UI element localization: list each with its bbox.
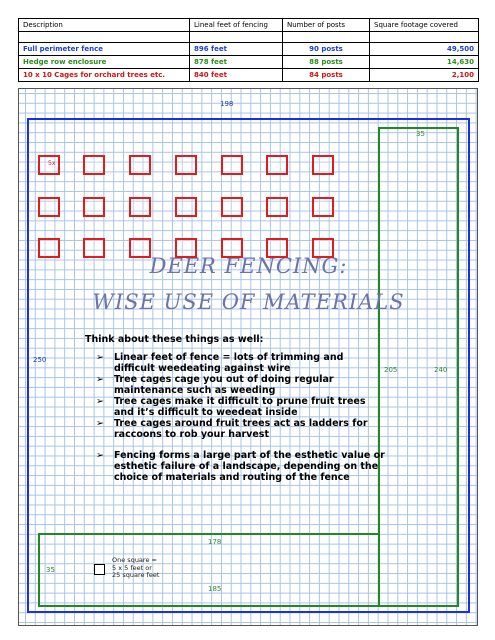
table-row (19, 69, 479, 82)
dimension-inner-bottom-top: 178 (208, 538, 222, 546)
header-lineal-feet: Lineal feet of fencing (190, 19, 283, 32)
row-posts: 88 posts (283, 56, 370, 69)
orchard-cage (83, 155, 105, 175)
orchard-cage (175, 197, 197, 217)
row-description: Hedge row enclosure (19, 56, 190, 69)
orchard-cage (175, 238, 197, 258)
orchard-cage (38, 197, 60, 217)
orchard-cage (221, 238, 243, 258)
orchard-cage (129, 238, 151, 258)
dimension-bottom-left: 35 (46, 566, 55, 574)
subtitle: Think about these things as well: (85, 334, 264, 345)
title-line-2: WISE USE OF MATERIALS (92, 290, 405, 314)
orchard-cage (312, 238, 334, 258)
header-posts: Number of posts (283, 19, 370, 32)
list-item-text: Tree cages make it difficult to prune fruit trees and it’s difficult to weedeat inside (114, 396, 366, 418)
orchard-cage (312, 155, 334, 175)
orchard-cage (221, 155, 243, 175)
row-description: Full perimeter fence (19, 43, 190, 56)
list-item-text: Tree cages cage you out of doing regular maintenance such as weeding (114, 374, 334, 396)
header-description: Description (19, 19, 190, 32)
row-lineal-feet: 896 feet (190, 43, 283, 56)
list-item (96, 396, 386, 418)
list-item (96, 352, 386, 374)
orchard-cage (221, 197, 243, 217)
row-description: 10 x 10 Cages for orchard trees etc. (19, 69, 190, 82)
arrow-bullet-icon: ➢ (96, 450, 104, 461)
row-posts: 84 posts (283, 69, 370, 82)
orchard-cage (129, 155, 151, 175)
header-square-footage: Square footage covered (370, 19, 479, 32)
row-lineal-feet: 878 feet (190, 56, 283, 69)
orchard-cage (266, 155, 288, 175)
orchard-cage (129, 197, 151, 217)
table-header-row (19, 19, 479, 32)
cage-label: 5x (48, 160, 56, 167)
legend-line-2: 5 x 5 feet or (112, 563, 152, 572)
list-item-text: Tree cages around fruit trees act as ladders for raccoons to rob your harvest (114, 418, 368, 440)
row-posts: 90 posts (283, 43, 370, 56)
table-row (19, 43, 479, 56)
dimension-inner-top: 35 (416, 130, 425, 138)
orchard-cage (266, 238, 288, 258)
list-item-text: Linear feet of fence = lots of trimming and difficult weedeating against wire (114, 352, 344, 374)
dimension-left: 250 (33, 356, 47, 364)
list-item-text: Fencing forms a large part of the esthetic value or esthetic failure of a landscape, depending on the choice of materials and routing of the fence (114, 450, 385, 483)
arrow-bullet-icon: ➢ (96, 374, 104, 385)
dimension-right: 240 (434, 366, 448, 374)
orchard-cage (312, 197, 334, 217)
orchard-cage (38, 155, 60, 175)
row-square-footage: 49,500 (370, 43, 479, 56)
orchard-cage (175, 155, 197, 175)
orchard-cage (83, 197, 105, 217)
dimension-inner-left: 205 (384, 366, 398, 374)
legend-square-icon (94, 564, 105, 575)
legend-line-3: 25 square feet (112, 571, 160, 579)
fencing-summary-table (18, 18, 479, 82)
legend-line-1: One square = (112, 556, 157, 564)
orchard-cage (38, 238, 60, 258)
row-lineal-feet: 840 feet (190, 69, 283, 82)
arrow-bullet-icon: ➢ (96, 418, 104, 429)
title-line-1: DEER FENCING: (149, 254, 348, 278)
legend-text (112, 557, 159, 580)
arrow-bullet-icon: ➢ (96, 396, 104, 407)
list-item (96, 374, 386, 396)
dimension-bottom: 185 (208, 585, 222, 593)
list-item (96, 418, 386, 440)
list-item (96, 450, 386, 483)
orchard-cage (83, 238, 105, 258)
table-row (19, 56, 479, 69)
table-spacer-row (19, 32, 479, 43)
dimension-top: 198 (220, 100, 234, 108)
arrow-bullet-icon: ➢ (96, 352, 104, 363)
row-square-footage: 2,100 (370, 69, 479, 82)
considerations-list (96, 352, 386, 483)
row-square-footage: 14,630 (370, 56, 479, 69)
orchard-cage (266, 197, 288, 217)
